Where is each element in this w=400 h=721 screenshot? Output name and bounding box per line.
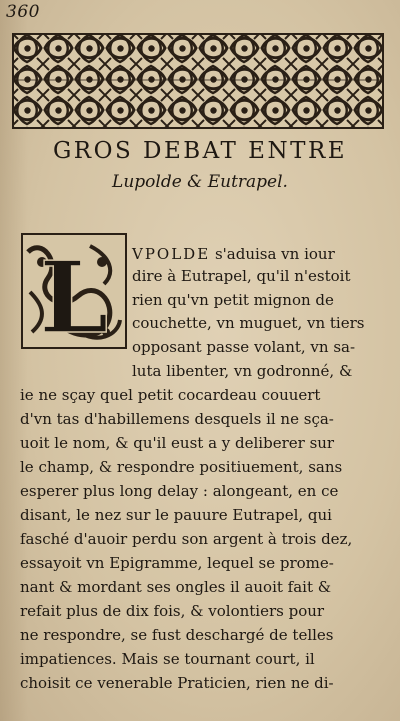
text-line-16: refait plus de dix fois, & volontiers pour xyxy=(20,602,325,620)
text-line-18: impatiences. Mais se tournant court, il xyxy=(20,650,315,668)
text-line-2: dire à Eutrapel, qu'il n'estoit xyxy=(132,267,351,285)
first-word: VPOLDE xyxy=(132,245,211,263)
text-line-11: esperer plus long delay : alongeant, en ce xyxy=(20,482,339,500)
text-line-7: ie ne sçay quel petit cocardeau couuert xyxy=(20,386,321,404)
page-number: 360 xyxy=(6,2,40,22)
text-line-9: uoit le nom, & qu'il eust a y deliberer sur xyxy=(20,434,335,452)
text-line-4: couchette, vn muguet, vn tiers xyxy=(132,314,365,332)
text-line-1: s'aduisa vn iour xyxy=(214,245,335,263)
drop-cap-letter: L xyxy=(39,241,109,350)
text-line-10: le champ, & respondre positiuement, sans xyxy=(20,458,343,476)
text-line-6: luta libenter, vn godronné, & xyxy=(132,362,353,380)
text-line-17: ne respondre, se fust deschargé de telles xyxy=(20,626,334,644)
text-line xyxy=(132,244,335,264)
text-line-3: rien qu'vn petit mignon de xyxy=(132,291,334,309)
text-line-19: choisit ce venerable Praticien, rien ne di- xyxy=(20,674,334,692)
text-line-5: opposant passe volant, vn sa- xyxy=(132,338,356,356)
text-line-15: nant & mordant ses ongles il auoit fait & xyxy=(20,578,332,596)
chapter-subtitle: Lupolde & Eutrapel. xyxy=(112,172,288,192)
ornamental-initial-letter xyxy=(20,232,128,350)
chapter-title: GROS DEBAT ENTRE xyxy=(52,138,348,164)
text-line-14: essayoit vn Epigramme, lequel se prome- xyxy=(20,554,334,572)
text-line-13: fasché d'auoir perdu son argent à trois dez, xyxy=(20,530,353,548)
decorative-headpiece xyxy=(12,33,384,129)
text-line-8: d'vn tas d'habillemens desquels il ne sça- xyxy=(20,410,334,428)
text-line-12: disant, le nez sur le pauure Eutrapel, qui xyxy=(20,506,332,524)
